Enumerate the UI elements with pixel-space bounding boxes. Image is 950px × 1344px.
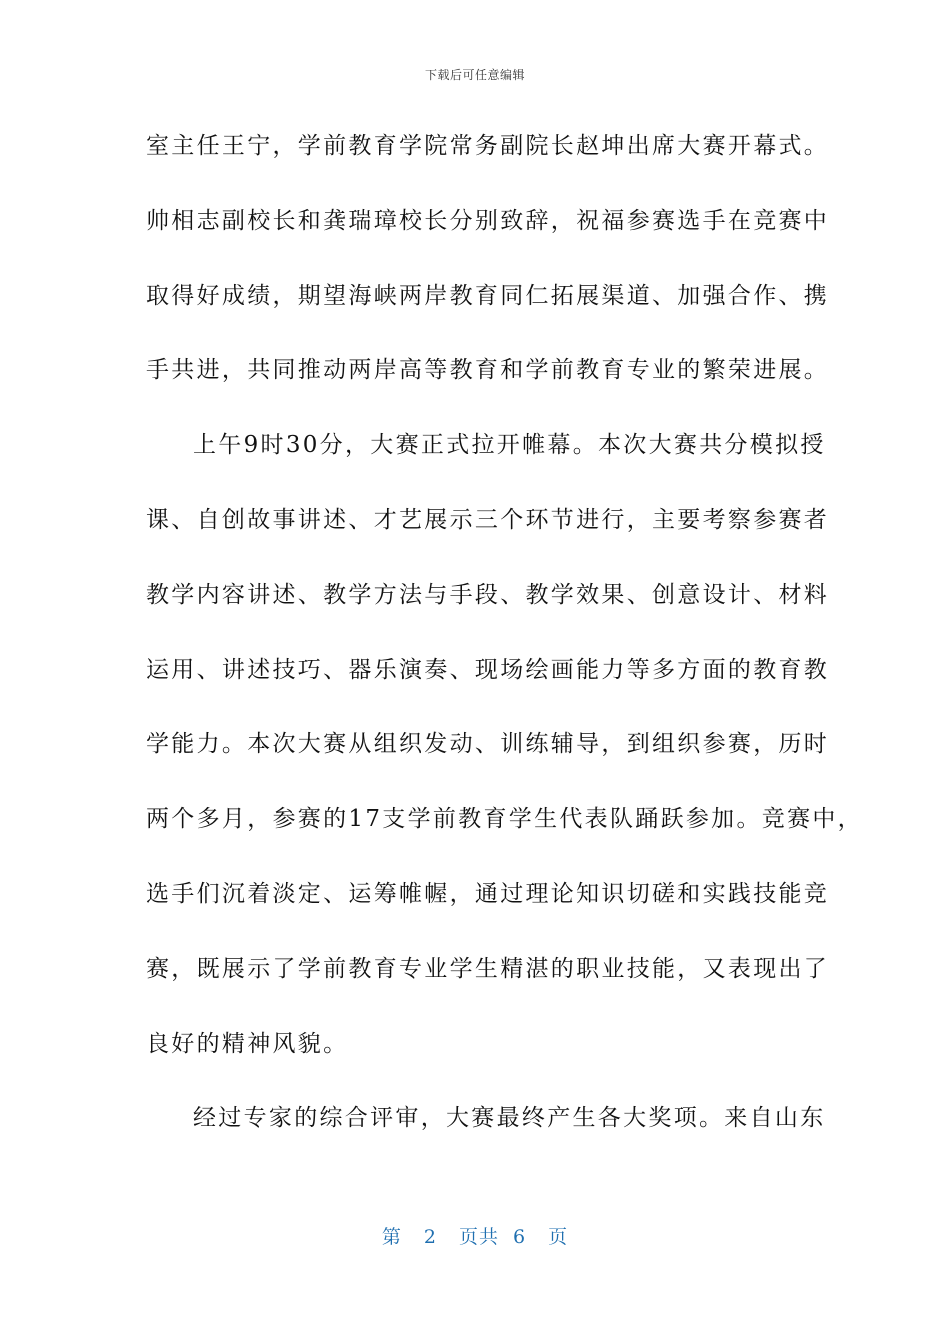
text-line: 赛，既展示了学前教育专业学生精湛的职业技能，又表现出了 <box>146 955 830 982</box>
footer-total-pages: 6 <box>513 1226 527 1248</box>
text-line: 取得好成绩，期望海峡两岸教育同仁拓展渠道、加强合作、携 <box>146 282 830 309</box>
footer-middle: 页共 <box>458 1226 499 1248</box>
text-line: 帅相志副校长和龚瑞璋校长分别致辞，祝福参赛选手在竞赛中 <box>146 207 830 234</box>
text-line: 两个多月，参赛的17支学前教育学生代表队踊跃参加。竞赛中， <box>146 806 863 833</box>
footer-prefix: 第 <box>381 1226 402 1248</box>
text-line: 良好的精神风貌。 <box>146 1030 349 1057</box>
paragraph-start-line: 经过专家的综合评审，大赛最终产生各大奖项。来自山东 <box>193 1105 826 1132</box>
text-line: 室主任王宁，学前教育学院常务副院长赵坤出席大赛开幕式。 <box>146 133 830 159</box>
text-line: 运用、讲述技巧、器乐演奏、现场绘画能力等多方面的教育教 <box>146 656 830 683</box>
paragraph-start-line: 上午9时30分，大赛正式拉开帷幕。本次大赛共分模拟授 <box>193 432 826 459</box>
text-line: 选手们沉着淡定、运筹帷幄，通过理论知识切磋和实践技能竞 <box>146 880 830 907</box>
text-line: 课、自创故事讲述、才艺展示三个环节进行，主要考察参赛者 <box>146 506 830 533</box>
footer-current-page: 2 <box>423 1226 437 1248</box>
text-line: 学能力。本次大赛从组织发动、训练辅导，到组织参赛，历时 <box>146 731 830 758</box>
text-line: 教学内容讲述、教学方法与手段、教学效果、创意设计、材料 <box>146 581 830 608</box>
text-line: 手共进，共同推动两岸高等教育和学前教育专业的繁荣进展。 <box>146 357 830 384</box>
document-body <box>146 121 863 1168</box>
page-header-note: 下载后可任意编辑 <box>424 68 525 82</box>
footer-suffix: 页 <box>548 1226 569 1248</box>
page-footer <box>0 1222 950 1249</box>
